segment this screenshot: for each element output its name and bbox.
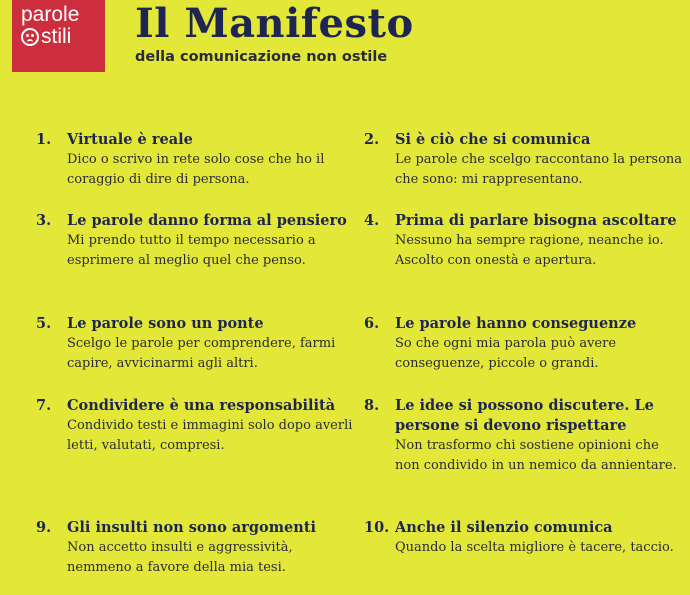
item-text: So che ogni mia parola può avere conseguenze, piccole o grandi.	[395, 336, 617, 371]
logo-word-parole: parole	[21, 3, 80, 26]
item-text: Non trasformo chi sostiene opinioni che non condivido in un nemico da annientare.	[395, 438, 677, 473]
manifesto-item-9	[36, 518, 356, 578]
item-title: Le parole sono un ponte	[67, 315, 264, 332]
item-number: 1.	[36, 131, 52, 148]
logo	[12, 0, 105, 72]
page-subtitle: della comunicazione non ostile	[135, 49, 388, 65]
item-number: 8.	[364, 397, 380, 414]
item-text: Non accetto insulti e aggressività, nemmeno a favore della mia tesi.	[67, 540, 293, 575]
manifesto-item-10	[364, 518, 684, 558]
item-number: 9.	[36, 519, 52, 536]
manifesto-item-2	[364, 130, 684, 190]
item-title: Le parole danno forma al pensiero	[67, 212, 347, 229]
item-title: Anche il silenzio comunica	[395, 519, 613, 536]
item-text: Mi prendo tutto il tempo necessario a esprimere al meglio quel che penso.	[67, 233, 316, 268]
item-title: Le idee si possono discutere. Le persone si devono rispettare	[395, 397, 654, 434]
item-number: 2.	[364, 131, 380, 148]
sad-face-icon	[21, 28, 39, 46]
manifesto-item-6	[364, 314, 684, 374]
manifesto-item-8	[364, 396, 684, 476]
item-number: 6.	[364, 315, 380, 332]
item-text: Condivido testi e immagini solo dopo averli letti, valutati, compresi.	[67, 418, 353, 453]
manifesto-item-5	[36, 314, 356, 374]
logo-second-line	[21, 24, 71, 50]
manifesto-item-1	[36, 130, 356, 190]
item-title: Gli insulti non sono argomenti	[67, 519, 317, 536]
item-text: Nessuno ha sempre ragione, neanche io. Ascolto con onestà e apertura.	[395, 233, 664, 268]
manifesto-item-7	[36, 396, 356, 456]
manifesto-item-4	[364, 211, 684, 271]
item-number: 4.	[364, 212, 380, 229]
item-title: Le parole hanno conseguenze	[395, 315, 637, 332]
page-title: Il Manifesto	[135, 0, 414, 47]
item-number: 3.	[36, 212, 52, 229]
item-text: Quando la scelta migliore è tacere, taccio.	[395, 540, 674, 555]
manifesto-item-3	[36, 211, 356, 271]
item-text: Le parole che scelgo raccontano la persona che sono: mi rappresentano.	[395, 152, 683, 187]
item-text: Dico o scrivo in rete solo cose che ho il coraggio di dire di persona.	[67, 152, 325, 187]
item-title: Condividere è una responsabilità	[67, 397, 336, 414]
logo-word-stili: stili	[41, 25, 72, 48]
item-text: Scelgo le parole per comprendere, farmi capire, avvicinarmi agli altri.	[67, 336, 336, 371]
item-title: Prima di parlare bisogna ascoltare	[395, 212, 677, 229]
item-title: Si è ciò che si comunica	[395, 131, 591, 148]
item-number: 7.	[36, 397, 52, 414]
item-number: 5.	[36, 315, 52, 332]
item-title: Virtuale è reale	[67, 131, 193, 148]
item-number: 10.	[364, 519, 390, 536]
